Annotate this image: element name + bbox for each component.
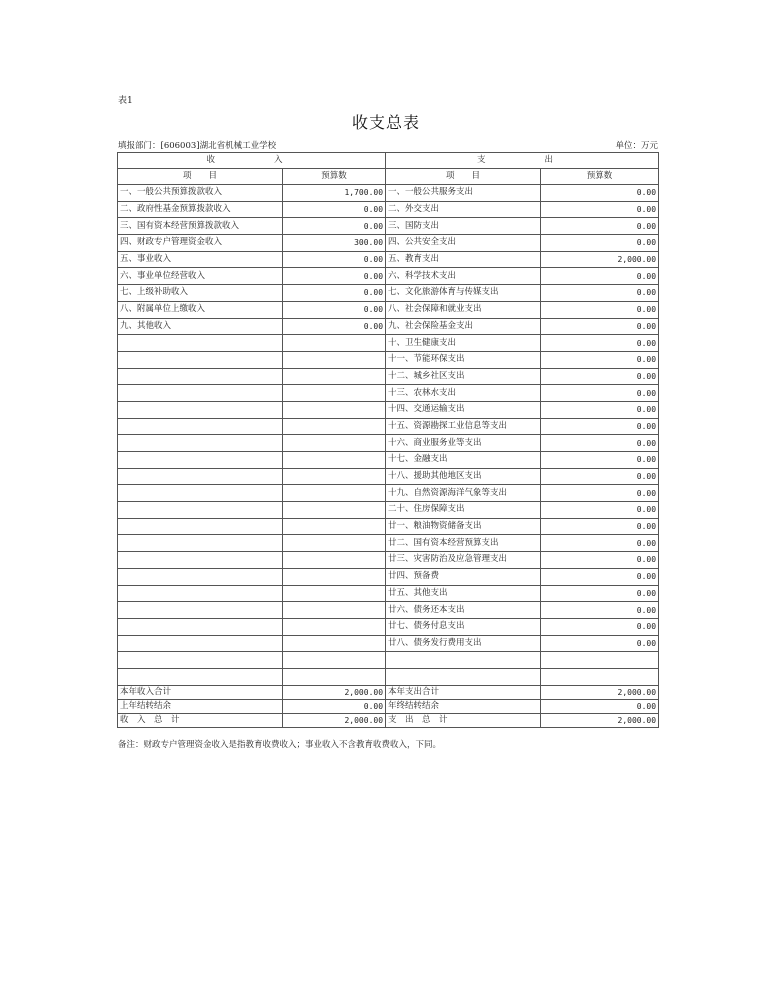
expense-budget-cell: 0.00: [541, 201, 659, 218]
income-budget-cell: 0.00: [283, 285, 386, 302]
income-budget-cell: [283, 502, 386, 519]
income-item-cell: [118, 635, 283, 652]
income-budget-cell: [283, 452, 386, 469]
income-budget-cell: [283, 368, 386, 385]
income-budget-cell: [283, 552, 386, 569]
table-row: [118, 635, 659, 652]
income-item-cell: 九、其他收入: [118, 318, 283, 335]
table-row: [118, 568, 659, 585]
income-budget-cell: [283, 401, 386, 418]
expense-budget-cell: 0.00: [541, 585, 659, 602]
income-item-cell: [118, 585, 283, 602]
income-expense-table: [117, 152, 659, 728]
income-item-cell: [118, 335, 283, 352]
expense-item-cell: 十七、金融支出: [386, 452, 541, 469]
income-item-cell: 五、事业收入: [118, 251, 283, 268]
unit-label: 单位：万元: [615, 141, 658, 151]
income-item-cell: 一、一般公共预算拨款收入: [118, 185, 283, 202]
income-item-cell: 四、财政专户管理资金收入: [118, 235, 283, 252]
income-budget-cell: 0.00: [283, 318, 386, 335]
reporting-department: 填报部门：[606003]湖北省机械工业学校: [118, 141, 277, 151]
income-budget-cell: [283, 385, 386, 402]
expense-budget-cell: 0.00: [541, 301, 659, 318]
expense-item-cell: 廿八、债务发行费用支出: [386, 635, 541, 652]
expense-item-cell: 二十、住房保障支出: [386, 502, 541, 519]
expense-budget-cell: 0.00: [541, 218, 659, 235]
table-row: [118, 335, 659, 352]
expense-item-cell: 八、社会保障和就业支出: [386, 301, 541, 318]
expense-budget-header: 预算数: [541, 169, 659, 185]
expense-item-cell: 支 出 总 计: [386, 713, 541, 727]
expense-budget-cell: 0.00: [541, 185, 659, 202]
table-row: [118, 668, 659, 685]
income-budget-cell: [283, 518, 386, 535]
expense-section-header: 支 出: [386, 153, 659, 169]
expense-budget-cell: 2,000.00: [541, 685, 659, 699]
income-budget-header: 预算数: [283, 169, 386, 185]
expense-item-cell: 十、卫生健康支出: [386, 335, 541, 352]
expense-item-cell: 五、教育支出: [386, 251, 541, 268]
table-row: [118, 185, 659, 202]
expense-budget-cell: 0.00: [541, 468, 659, 485]
table-row: [118, 535, 659, 552]
expense-budget-cell: 0.00: [541, 618, 659, 635]
income-item-cell: [118, 385, 283, 402]
income-item-cell: 收 入 总 计: [118, 713, 283, 727]
expense-budget-cell: 0.00: [541, 351, 659, 368]
income-item-cell: 六、事业单位经营收入: [118, 268, 283, 285]
table-row: [118, 468, 659, 485]
income-item-cell: 七、上级补助收入: [118, 285, 283, 302]
expense-item-header: 项 目: [386, 169, 541, 185]
table-row: [118, 218, 659, 235]
table-row: [118, 285, 659, 302]
expense-budget-cell: 0.00: [541, 552, 659, 569]
income-item-cell: 二、政府性基金预算拨款收入: [118, 201, 283, 218]
table-row: [118, 251, 659, 268]
income-budget-cell: 0.00: [283, 201, 386, 218]
income-budget-cell: [283, 418, 386, 435]
expense-item-cell: 十一、节能环保支出: [386, 351, 541, 368]
income-item-cell: [118, 552, 283, 569]
expense-item-cell: 四、公共安全支出: [386, 235, 541, 252]
income-item-cell: [118, 435, 283, 452]
income-item-cell: [118, 485, 283, 502]
total-row: [118, 699, 659, 713]
expense-item-cell: 十八、援助其他地区支出: [386, 468, 541, 485]
income-budget-cell: [283, 635, 386, 652]
income-budget-cell: [283, 585, 386, 602]
income-budget-cell: 0.00: [283, 268, 386, 285]
header-row-columns: [118, 169, 659, 185]
table-row: [118, 268, 659, 285]
table-row: [118, 502, 659, 519]
table-row: [118, 602, 659, 619]
page-title: 收支总表: [351, 113, 420, 132]
expense-budget-cell: 2,000.00: [541, 251, 659, 268]
table-row: [118, 201, 659, 218]
expense-item-cell: 年终结转结余: [386, 699, 541, 713]
table-row: [118, 235, 659, 252]
table-row: [118, 401, 659, 418]
income-budget-cell: [283, 668, 386, 685]
income-budget-cell: 300.00: [283, 235, 386, 252]
income-budget-cell: [283, 652, 386, 669]
income-budget-cell: [283, 568, 386, 585]
income-budget-cell: [283, 351, 386, 368]
table-row: [118, 351, 659, 368]
expense-budget-cell: [541, 652, 659, 669]
income-item-cell: [118, 468, 283, 485]
income-item-cell: 上年结转结余: [118, 699, 283, 713]
income-item-cell: [118, 502, 283, 519]
expense-budget-cell: 0.00: [541, 335, 659, 352]
income-item-cell: 三、国有资本经营预算拨款收入: [118, 218, 283, 235]
income-item-cell: [118, 568, 283, 585]
expense-item-cell: 廿六、债务还本支出: [386, 602, 541, 619]
income-budget-cell: [283, 335, 386, 352]
table-number-label: 表1: [118, 96, 133, 106]
expense-budget-cell: [541, 668, 659, 685]
table-row: [118, 585, 659, 602]
expense-budget-cell: 0.00: [541, 235, 659, 252]
expense-budget-cell: 0.00: [541, 535, 659, 552]
expense-item-cell: [386, 668, 541, 685]
expense-item-cell: 九、社会保险基金支出: [386, 318, 541, 335]
expense-budget-cell: 0.00: [541, 485, 659, 502]
expense-item-cell: 廿七、债务付息支出: [386, 618, 541, 635]
income-item-cell: [118, 618, 283, 635]
header-row-sections: [118, 153, 659, 169]
income-item-cell: 八、附属单位上缴收入: [118, 301, 283, 318]
income-budget-cell: 1,700.00: [283, 185, 386, 202]
income-item-cell: [118, 401, 283, 418]
table-row: [118, 368, 659, 385]
income-item-cell: [118, 652, 283, 669]
income-budget-cell: 0.00: [283, 699, 386, 713]
expense-item-cell: 十三、农林水支出: [386, 385, 541, 402]
expense-item-cell: 二、外交支出: [386, 201, 541, 218]
income-budget-cell: [283, 602, 386, 619]
table-row: [118, 552, 659, 569]
expense-item-cell: 十九、自然资源海洋气象等支出: [386, 485, 541, 502]
expense-budget-cell: 0.00: [541, 452, 659, 469]
income-item-cell: [118, 351, 283, 368]
income-budget-cell: [283, 468, 386, 485]
income-budget-cell: 0.00: [283, 301, 386, 318]
expense-item-cell: 十四、交通运输支出: [386, 401, 541, 418]
table-row: [118, 452, 659, 469]
expense-item-cell: 廿五、其他支出: [386, 585, 541, 602]
expense-item-cell: 十五、资源勘探工业信息等支出: [386, 418, 541, 435]
expense-budget-cell: 0.00: [541, 385, 659, 402]
income-item-cell: [118, 452, 283, 469]
table-row: [118, 485, 659, 502]
expense-budget-cell: 0.00: [541, 318, 659, 335]
income-budget-cell: 0.00: [283, 251, 386, 268]
expense-budget-cell: 0.00: [541, 502, 659, 519]
expense-budget-cell: 0.00: [541, 602, 659, 619]
income-budget-cell: 2,000.00: [283, 713, 386, 727]
income-budget-cell: 0.00: [283, 218, 386, 235]
expense-budget-cell: 0.00: [541, 418, 659, 435]
expense-item-cell: 廿一、粮油物资储备支出: [386, 518, 541, 535]
income-item-cell: [118, 368, 283, 385]
table-row: [118, 618, 659, 635]
expense-budget-cell: 0.00: [541, 635, 659, 652]
income-budget-cell: 2,000.00: [283, 685, 386, 699]
expense-item-cell: 三、国防支出: [386, 218, 541, 235]
table-row: [118, 301, 659, 318]
expense-budget-cell: 0.00: [541, 368, 659, 385]
total-row: [118, 685, 659, 699]
table-row: [118, 385, 659, 402]
income-budget-cell: [283, 435, 386, 452]
income-item-cell: [118, 668, 283, 685]
income-budget-cell: [283, 618, 386, 635]
table-row: [118, 318, 659, 335]
expense-budget-cell: 0.00: [541, 568, 659, 585]
expense-item-cell: 廿三、灾害防治及应急管理支出: [386, 552, 541, 569]
table-row: [118, 418, 659, 435]
expense-item-cell: 廿四、预备费: [386, 568, 541, 585]
table-row: [118, 435, 659, 452]
expense-item-cell: 本年支出合计: [386, 685, 541, 699]
expense-item-cell: 一、一般公共服务支出: [386, 185, 541, 202]
table-row: [118, 518, 659, 535]
table-row: [118, 652, 659, 669]
income-section-header: 收 入: [118, 153, 386, 169]
income-budget-cell: [283, 535, 386, 552]
expense-item-cell: [386, 652, 541, 669]
expense-budget-cell: 0.00: [541, 401, 659, 418]
income-item-cell: [118, 418, 283, 435]
expense-budget-cell: 0.00: [541, 268, 659, 285]
income-item-cell: 本年收入合计: [118, 685, 283, 699]
income-item-header: 项 目: [118, 169, 283, 185]
expense-item-cell: 七、文化旅游体育与传媒支出: [386, 285, 541, 302]
footnote: 备注：财政专户管理资金收入是指教育收费收入；事业收入不含教育收费收入，下同。: [118, 740, 442, 750]
total-row: [118, 713, 659, 727]
income-item-cell: [118, 535, 283, 552]
expense-item-cell: 十六、商业服务业等支出: [386, 435, 541, 452]
income-item-cell: [118, 602, 283, 619]
income-budget-cell: [283, 485, 386, 502]
expense-budget-cell: 0.00: [541, 699, 659, 713]
expense-budget-cell: 2,000.00: [541, 713, 659, 727]
expense-budget-cell: 0.00: [541, 285, 659, 302]
expense-item-cell: 十二、城乡社区支出: [386, 368, 541, 385]
expense-budget-cell: 0.00: [541, 518, 659, 535]
expense-item-cell: 廿二、国有资本经营预算支出: [386, 535, 541, 552]
expense-budget-cell: 0.00: [541, 435, 659, 452]
expense-item-cell: 六、科学技术支出: [386, 268, 541, 285]
income-item-cell: [118, 518, 283, 535]
